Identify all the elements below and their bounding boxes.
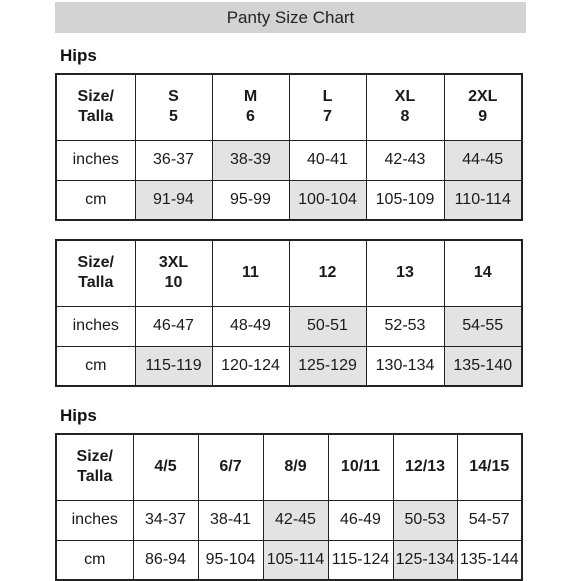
row-label-cm: cm <box>56 180 135 220</box>
table-cell: 125-129 <box>289 346 366 386</box>
size-column-header: 6/7 <box>198 434 263 500</box>
table-cell: 38-41 <box>198 500 263 540</box>
table-cell: 105-114 <box>263 540 328 580</box>
table-cell: 50-51 <box>289 306 366 346</box>
table-cell: 115-119 <box>135 346 212 386</box>
size-column-header: 12/13 <box>393 434 457 500</box>
section-label-hips-2: Hips <box>60 406 97 425</box>
table-cell: 86-94 <box>133 540 198 580</box>
size-header-label: Size/ Talla <box>56 74 135 140</box>
table-header-row <box>56 240 522 306</box>
row-label-inches: inches <box>56 306 135 346</box>
size-column-header: 2XL 9 <box>444 74 522 140</box>
table-cell: 91-94 <box>135 180 212 220</box>
table-cell: 110-114 <box>444 180 522 220</box>
table-cell: 95-104 <box>198 540 263 580</box>
table-row <box>56 140 522 180</box>
table-cell: 120-124 <box>212 346 289 386</box>
size-column-header: XL 8 <box>366 74 444 140</box>
table-cell: 36-37 <box>135 140 212 180</box>
size-column-header: 11 <box>212 240 289 306</box>
size-column-header: L 7 <box>289 74 366 140</box>
table-header-row <box>56 74 522 140</box>
table-cell: 48-49 <box>212 306 289 346</box>
row-label-cm: cm <box>56 346 135 386</box>
table-cell: 54-55 <box>444 306 522 346</box>
size-column-header: 14/15 <box>457 434 522 500</box>
table-cell: 44-45 <box>444 140 522 180</box>
size-column-header: S 5 <box>135 74 212 140</box>
size-column-header: 4/5 <box>133 434 198 500</box>
table-row <box>56 540 522 580</box>
table-cell: 46-49 <box>328 500 393 540</box>
table-cell: 100-104 <box>289 180 366 220</box>
row-label-cm: cm <box>56 540 133 580</box>
table-header-row <box>56 434 522 500</box>
table-cell: 46-47 <box>135 306 212 346</box>
table-cell: 42-45 <box>263 500 328 540</box>
size-column-header: 12 <box>289 240 366 306</box>
size-column-header: 10/11 <box>328 434 393 500</box>
table-cell: 52-53 <box>366 306 444 346</box>
table-cell: 95-99 <box>212 180 289 220</box>
table-cell: 135-140 <box>444 346 522 386</box>
size-column-header: 14 <box>444 240 522 306</box>
size-column-header: 3XL 10 <box>135 240 212 306</box>
size-column-header: M 6 <box>212 74 289 140</box>
table-row <box>56 306 522 346</box>
table-cell: 135-144 <box>457 540 522 580</box>
size-table-1 <box>55 73 523 221</box>
size-column-header: 8/9 <box>263 434 328 500</box>
size-table-2 <box>55 239 523 387</box>
table-cell: 50-53 <box>393 500 457 540</box>
table-cell: 40-41 <box>289 140 366 180</box>
size-header-label: Size/ Talla <box>56 434 133 500</box>
size-header-label: Size/ Talla <box>56 240 135 306</box>
size-table-3 <box>55 433 523 581</box>
table-row <box>56 346 522 386</box>
table-row <box>56 500 522 540</box>
table-cell: 115-124 <box>328 540 393 580</box>
table-row <box>56 180 522 220</box>
section-label-hips-1: Hips <box>60 46 97 65</box>
table-cell: 54-57 <box>457 500 522 540</box>
table-cell: 34-37 <box>133 500 198 540</box>
chart-title: Panty Size Chart <box>55 2 526 33</box>
table-cell: 38-39 <box>212 140 289 180</box>
table-cell: 125-134 <box>393 540 457 580</box>
row-label-inches: inches <box>56 140 135 180</box>
table-cell: 130-134 <box>366 346 444 386</box>
table-cell: 42-43 <box>366 140 444 180</box>
row-label-inches: inches <box>56 500 133 540</box>
table-cell: 105-109 <box>366 180 444 220</box>
size-column-header: 13 <box>366 240 444 306</box>
